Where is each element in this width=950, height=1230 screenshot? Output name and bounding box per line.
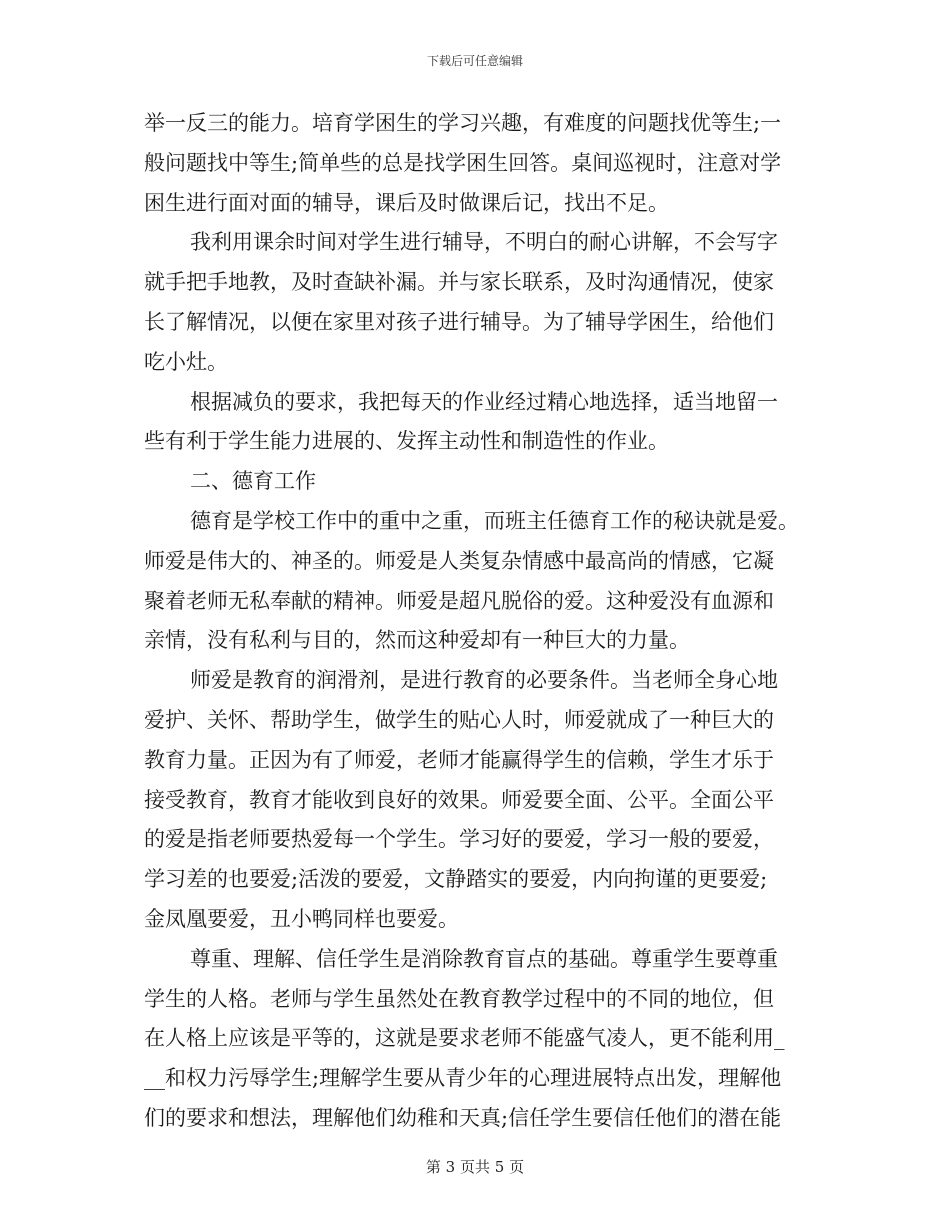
paragraph-start-line: 师爱是教育的润滑剂，是进行教育的必要条件。当老师全身心地 — [190, 668, 778, 693]
text-line: 就手把手地教，及时查缺补漏。并与家长联系，及时沟通情况，使家 — [144, 270, 774, 295]
text-line: 些有利于学生能力进展的、发挥主动性和制造性的作业。 — [144, 429, 669, 454]
text-line: 举一反三的能力。培育学困生的学习兴趣，有难度的问题找优等生;一 — [144, 111, 782, 135]
text-line: 般问题找中等生;简单些的总是找学困生回答。桌间巡视时，注意对学 — [144, 150, 782, 175]
page-header: 下载后可任意编辑 — [426, 54, 523, 68]
text-line: 长了解情况，以便在家里对孩子进行辅导。为了辅导学困生，给他们 — [144, 309, 774, 334]
text-line: 们的要求和想法，理解他们幼稚和天真;信任学生要信任他们的潜在能 — [144, 1105, 782, 1130]
text-line: 教育力量。正因为有了师爱，老师才能赢得学生的信赖，学生才乐于 — [144, 747, 774, 772]
text-line: 困生进行面对面的辅导，课后及时做课后记，找出不足。 — [144, 190, 669, 215]
text-line: 接受教育，教育才能收到良好的效果。师爱要全面、公平。全面公平 — [144, 787, 774, 812]
page-footer: 第 3 页共 5 页 — [425, 1158, 525, 1176]
paragraph-start-line: 根据减负的要求，我把每天的作业经过精心地选择，适当地留一 — [190, 389, 778, 414]
paragraph-start-line: 尊重、理解、信任学生是消除教育盲点的基础。尊重学生要尊重 — [190, 946, 778, 971]
text-line: 聚着老师无私奉献的精神。师爱是超凡脱俗的爱。这种爱没有血源和 — [144, 588, 774, 613]
paragraph-start-line: 德育是学校工作中的重中之重，而班主任德育工作的秘诀就是爱。 — [190, 508, 799, 533]
document-body — [144, 104, 814, 1139]
text-line: 吃小灶。 — [144, 349, 228, 374]
text-line: 金凤凰要爱，丑小鸭同样也要爱。 — [144, 906, 459, 931]
text-line: 亲情，没有私利与目的，然而这种爱却有一种巨大的力量。 — [144, 628, 690, 653]
text-line: 学生的人格。老师与学生虽然处在教育教学过程中的不同的地位，但 — [144, 986, 774, 1011]
text-line: 爱护、关怀、帮助学生，做学生的贴心人时，师爱就成了一种巨大的 — [144, 707, 774, 732]
section-heading: 二、德育工作 — [190, 469, 316, 494]
text-line: 师爱是伟大的、神圣的。师爱是人类复杂情感中最高尚的情感，它凝 — [144, 548, 774, 573]
text-line: 学习差的也要爱;活泼的要爱，文静踏实的要爱，内向拘谨的更要爱; — [144, 867, 768, 892]
text-line: __和权力污辱学生;理解学生要从青少年的心理进展特点出发，理解他 — [144, 1066, 782, 1091]
text-line: 的爱是指老师要热爱每一个学生。学习好的要爱，学习一般的要爱， — [144, 827, 774, 852]
paragraph-start-line: 我利用课余时间对学生进行辅导，不明白的耐心讲解，不会写字 — [190, 230, 778, 255]
text-line: 在人格上应该是平等的，这就是要求老师不能盛气凌人，更不能利用_ — [144, 1026, 785, 1051]
